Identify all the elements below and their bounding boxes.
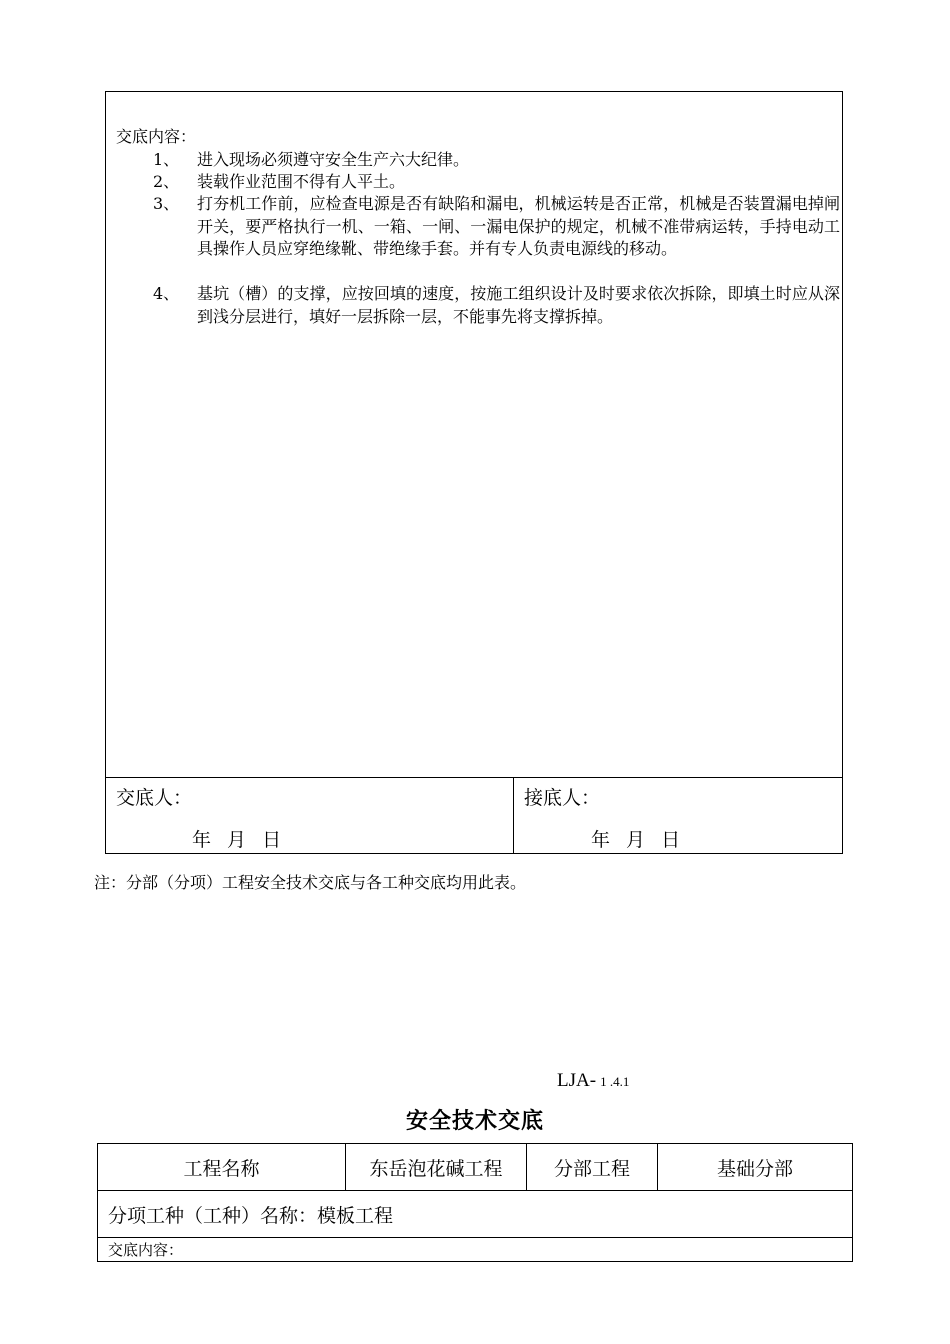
item-number: 2、 [153, 172, 180, 191]
item-text: 进入现场必须遵守安全生产六大纪律。 [197, 150, 470, 169]
item-text: 打夯机工作前，应检查电源是否有缺陷和漏电，机械运转是否正常，机械是否装置漏电掉闸开关，要严格执行一机、一箱、一闸、一漏电保护的规定，机械不准带病运转，手持电动工具操作人员应穿绝缘靴、带绝缘手套。并有专人负责电源线的移动。 [197, 194, 840, 258]
item-number: 4、 [153, 284, 180, 303]
project-info-table [97, 1143, 853, 1262]
content-row [98, 1238, 852, 1261]
receiver-date: 年 月 日 [591, 829, 681, 851]
form-code [557, 1070, 629, 1092]
subitem-label: 分项工种（工种）名称：模板工程 [108, 1204, 394, 1227]
giver-date: 年 月 日 [192, 829, 282, 851]
division-value: 基础分部 [657, 1144, 852, 1190]
project-row [98, 1144, 852, 1191]
division-label: 分部工程 [526, 1144, 657, 1190]
receiver-signature-cell [514, 778, 842, 853]
footnote: 注：分部（分项）工程安全技术交底与各工种交底均用此表。 [94, 873, 527, 892]
form-code-prefix: LJA- [557, 1070, 597, 1091]
subitem-row [98, 1191, 852, 1238]
project-name-label: 工程名称 [183, 1157, 260, 1180]
document-title: 安全技术交底 [405, 1109, 544, 1134]
form-code-number: 1 .4.1 [600, 1074, 630, 1089]
content-heading: 交底内容： [116, 127, 197, 146]
safety-disclosure-table [105, 91, 843, 854]
content-heading: 交底内容： [108, 1241, 184, 1259]
giver-label: 交底人： [116, 787, 193, 809]
item-text: 装载作业范围不得有人平土。 [197, 172, 406, 191]
giver-signature-cell [106, 778, 514, 853]
item-text: 基坑（槽）的支撑，应按回填的速度，按施工组织设计及时要求依次拆除，即填土时应从深到浅分层进行，填好一层拆除一层，不能事先将支撑拆掉。 [197, 284, 840, 326]
receiver-label: 接底人： [524, 787, 601, 809]
item-number: 3、 [153, 194, 180, 213]
item-number: 1、 [153, 150, 180, 169]
disclosure-content-cell [106, 92, 842, 778]
project-name-value: 东岳泡花碱工程 [345, 1144, 526, 1190]
